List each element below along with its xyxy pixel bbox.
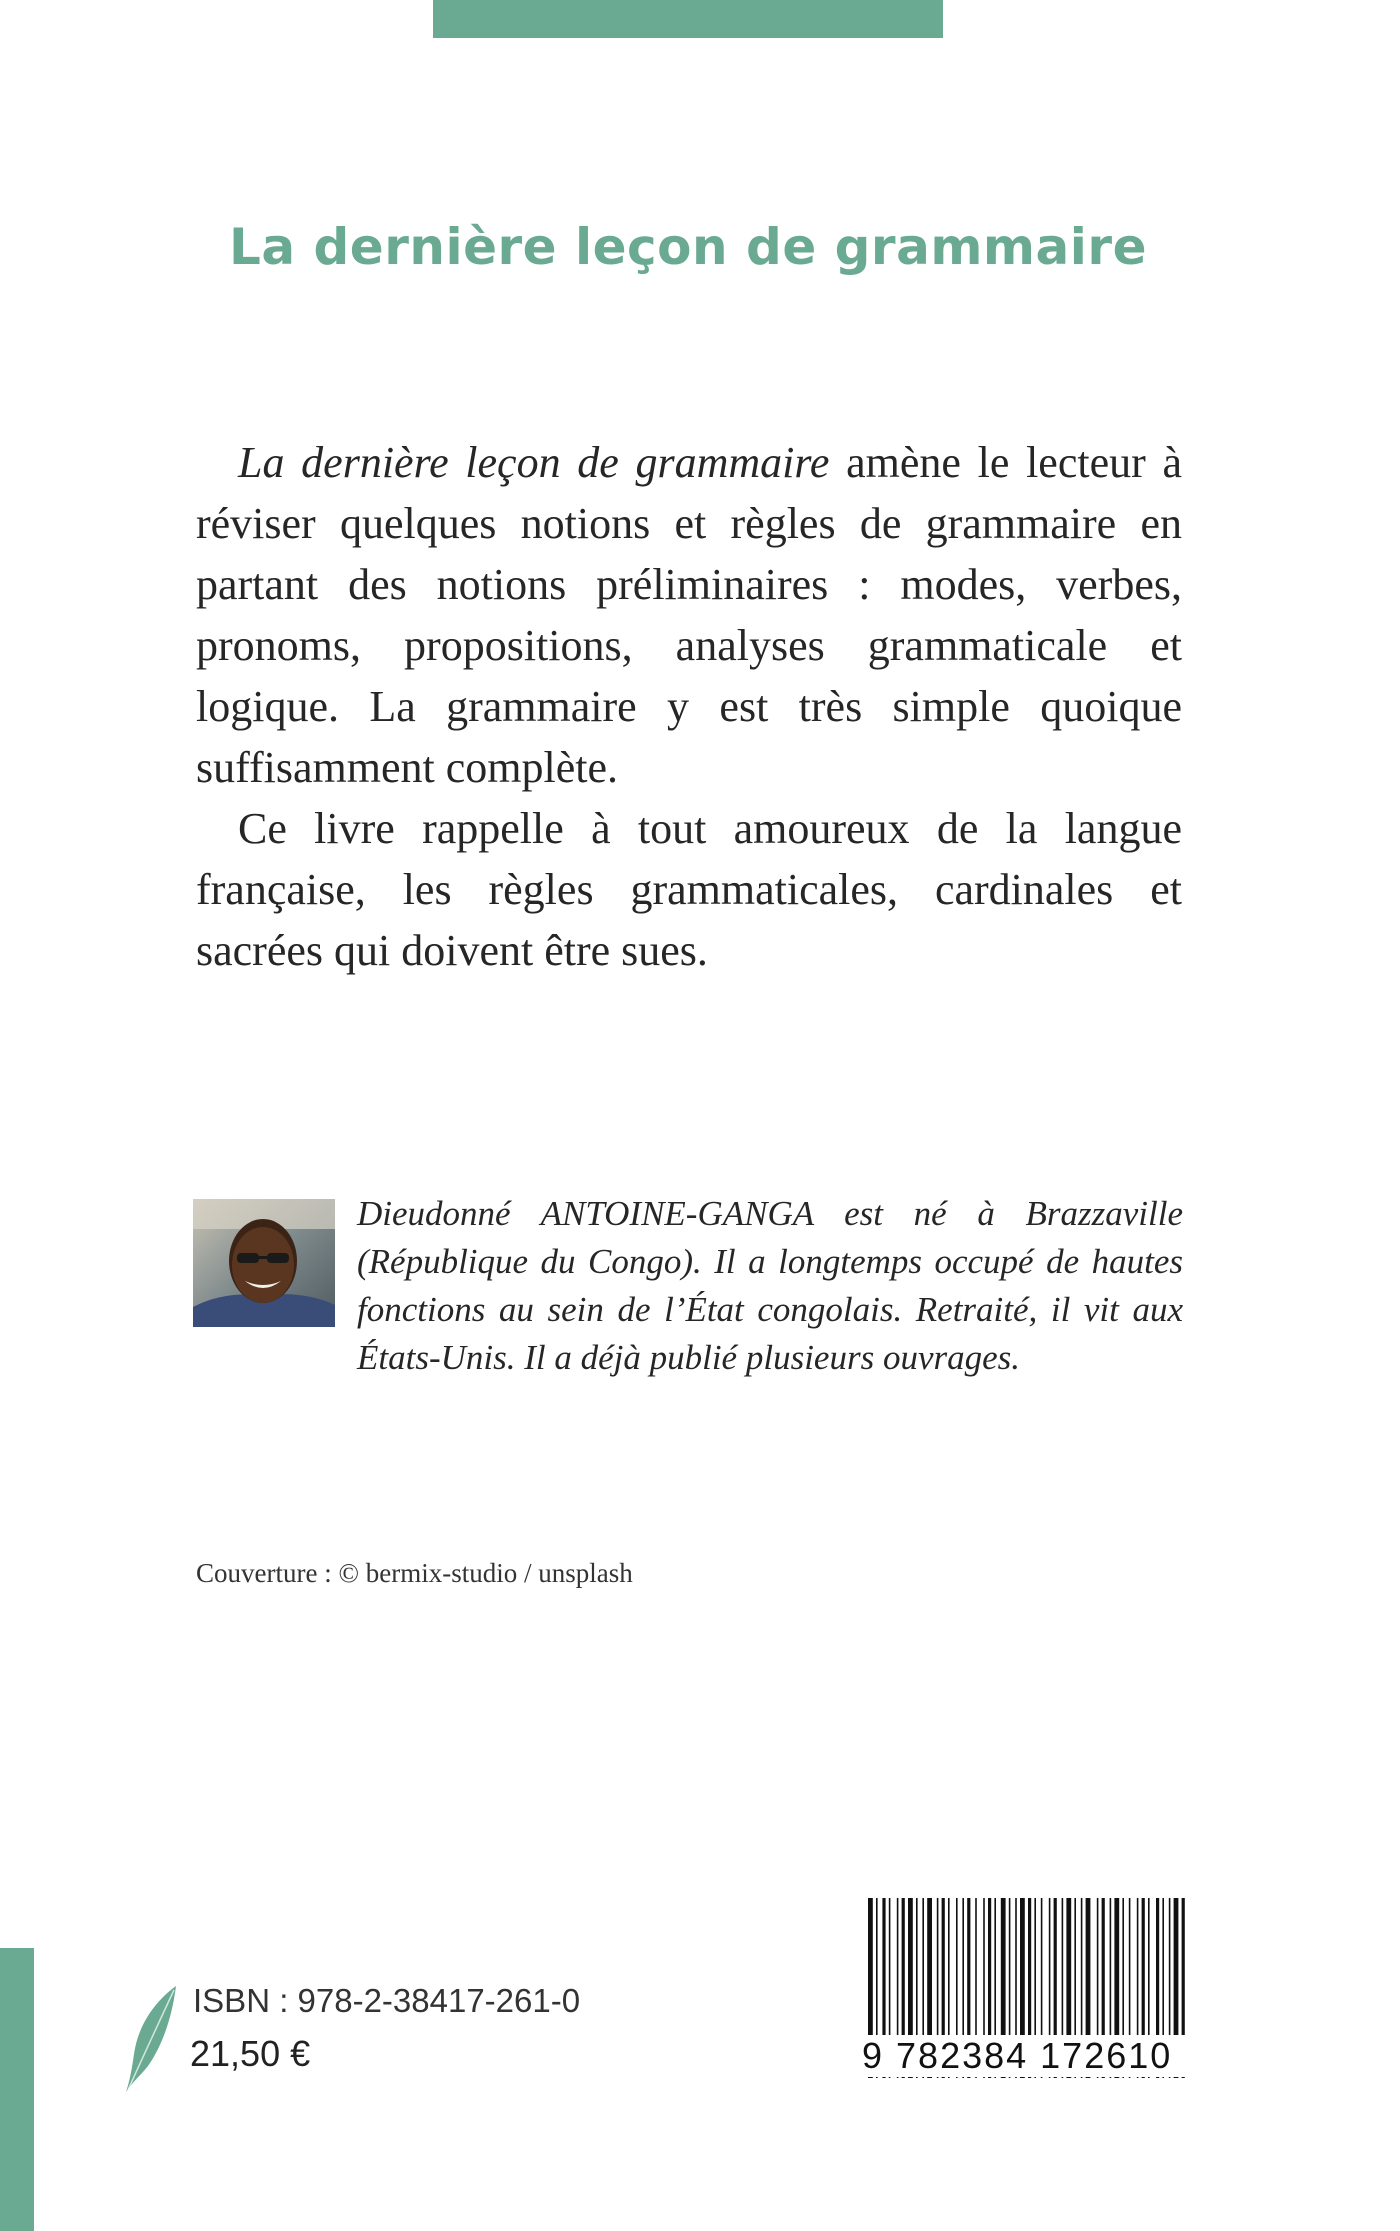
cover-credit: Couverture : © bermix-studio / unsplash xyxy=(196,1558,633,1588)
top-accent-band xyxy=(433,0,943,38)
author-photo xyxy=(193,1199,335,1327)
book-blurb xyxy=(196,432,1182,981)
blurb-paragraph-1-text: amène le lecteur à réviser quelques notions et règles de grammaire en partant des notions préliminaires : modes, verbes, pronoms, propositions, analyses grammaticale et logique. La grammaire y est très simple quoique suffisamment complète. xyxy=(196,438,1182,792)
barcode-digits: 9 782384 172610 xyxy=(860,2035,1194,2077)
feather-icon xyxy=(124,1984,180,2094)
book-title: La dernière leçon de grammaire xyxy=(229,218,1147,276)
blurb-paragraph-1 xyxy=(196,432,1182,798)
price: 21,50 € xyxy=(190,2033,311,2074)
side-accent-band xyxy=(0,1948,34,2231)
author-bio: Dieudonné ANTOINE-GANGA est né à Brazzaville (République du Congo). Il a longtemps occupé de hautes fonctions au sein de l’État congolais. Retraité, il vit aux États-Unis. Il a déjà publié plusieurs ouvrages. xyxy=(357,1194,1183,1377)
blurb-title-italic: La dernière leçon de grammaire xyxy=(238,438,830,487)
blurb-paragraph-2: Ce livre rappelle à tout amoureux de la langue française, les règles grammaticales, cardinales et sacrées qui doivent être sues. xyxy=(196,804,1182,975)
isbn: ISBN : 978-2-38417-261-0 xyxy=(193,1982,581,2019)
